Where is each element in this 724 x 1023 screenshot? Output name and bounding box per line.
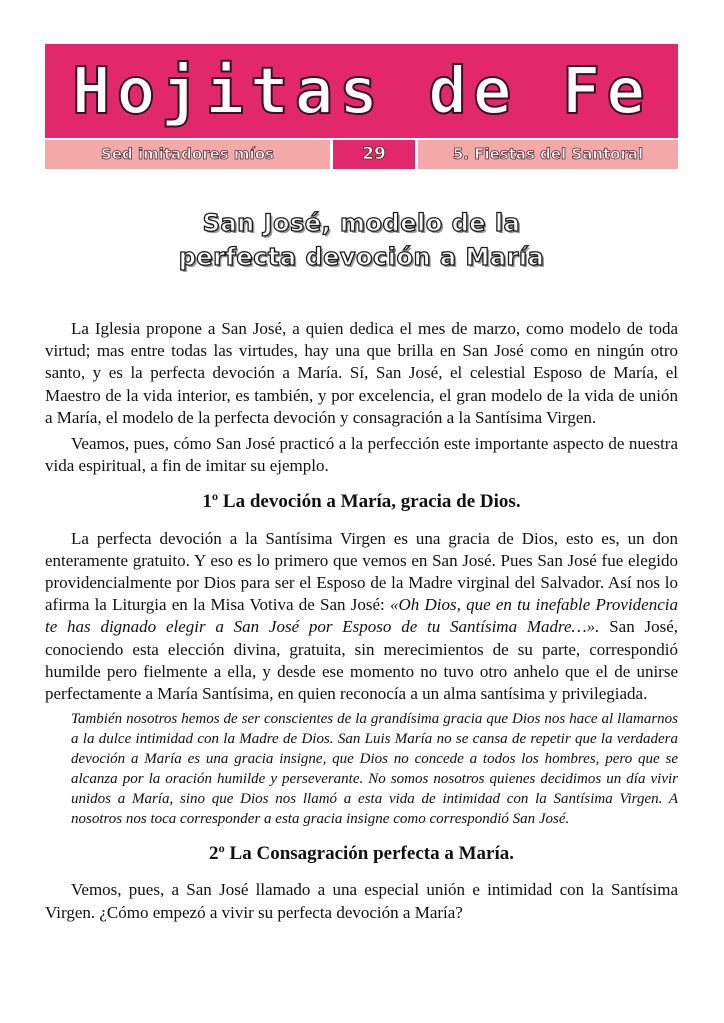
paragraph-consecration: Vemos, pues, a San José llamado a una especial unión e intimidad con la Santísima Virgen. ¿Cómo empezó a vivir su perfecta devoción a María? (45, 880, 678, 922)
masthead-banner (45, 44, 678, 138)
article-title (45, 206, 678, 274)
section-name: 5. Fiestas del Santoral (418, 140, 678, 169)
article-body (45, 318, 678, 924)
paragraph-grace-text-b: San José, conociendo esta elección divina, gratuita, sin merecimientos de su parte, correspondió humilde pero fielmente a ella, y desde ese momento no tuvo otro anhelo que el de unirse perfectamente a María Santísima, en quien reconocía a un alma santísima y privilegiada. (45, 617, 679, 704)
article-title-line1: San José, modelo de la (202, 209, 521, 237)
liturgy-quote: «Oh Dios, que en tu inefable Providencia te has dignado elegir a San José por Esposo de tu Santísima Madre…». (45, 595, 678, 637)
paragraph-grace (45, 528, 678, 706)
paragraph-intro: La Iglesia propone a San José, a quien dedica el mes de marzo, como modelo de toda virtud; mas entre todas las virtudes, hay una que brilla en San José como en ningún otro santo, y es la perfecta devoción a María. Sí, San José, el celestial Esposo de María, el Maestro de la vida interior, es también, y por excelencia, el gran modelo de la vida de unión a María, el modelo de la perfecta devoción y consagración a la Santísima Virgen. (45, 319, 678, 427)
publication-title: Hojitas de Fe (72, 55, 651, 129)
section-heading-2: 2º La Consagración perfecta a María. (209, 843, 514, 865)
masthead-subbar (45, 140, 678, 169)
issue-number: 29 (333, 140, 415, 169)
series-motto: Sed imitadores míos (45, 140, 330, 169)
article-title-line2: perfecta devoción a María (178, 243, 545, 271)
masthead-header (45, 44, 678, 170)
italic-note: También nosotros hemos de ser conscientes de la grandísima gracia que Dios nos hace al llamarnos a la dulce intimidad con la Madre de Dios. San Luis María no se cansa de repetir que la verdadera devoción a María es una gracia insigne, que Dios no concede a todos los hombres, pero que se alcanza por la oración humilde y perseverante. No somos nosotros quienes decidimos un día vivir unidos a María, sino que Dios nos llamó a esta vida de intimidad con la Santísima Virgen. A nosotros nos toca corresponder a esta gracia insigne como correspondió San José. (71, 711, 678, 828)
paragraph-grace-text-a: La perfecta devoción a la Santísima Virgen es una gracia de Dios, esto es, un don enteramente gratuito. Y eso es lo primero que vemos en San José. Pues San José fue elegido providencialmente por Dios para ser el Esposo de la Madre virginal del Salvador. Así nos lo afirma la Liturgia en la Misa Votiva de San José: (45, 528, 678, 615)
section-heading-1: 1º La devoción a María, gracia de Dios. (202, 491, 521, 513)
paragraph-purpose: Veamos, pues, cómo San José practicó a la perfección este importante aspecto de nuestra vida espiritual, a fin de imitar su ejemplo. (45, 434, 678, 476)
